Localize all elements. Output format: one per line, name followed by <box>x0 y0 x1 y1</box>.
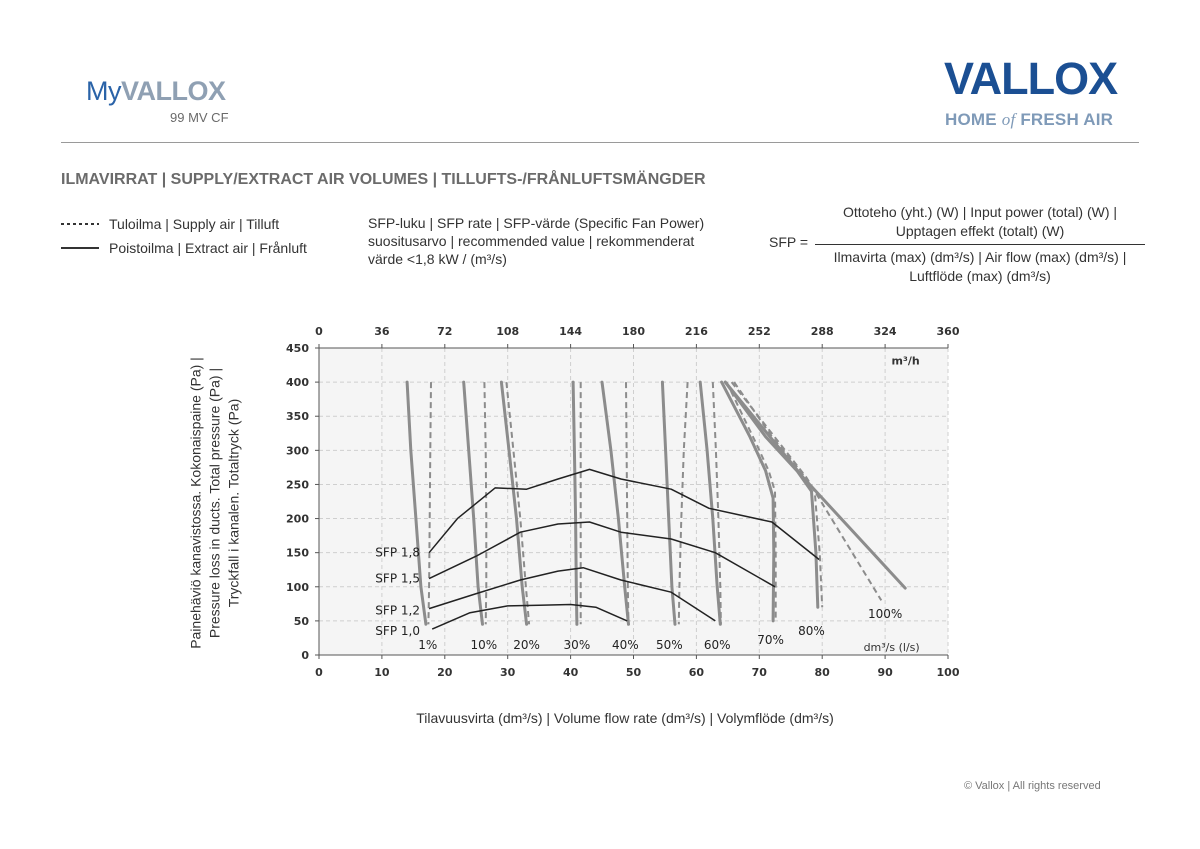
model-name: 99 MV CF <box>170 110 229 125</box>
sfp-note-line2: suositusarvo | recommended value | rekommenderat <box>368 233 695 249</box>
x2-tick-label: 216 <box>684 325 708 338</box>
sfp-label: SFP 1,2 <box>375 603 420 618</box>
x2-tick-label: 108 <box>496 325 520 338</box>
x-tick-label: 90 <box>877 666 893 679</box>
tagline-home: HOME <box>945 110 997 129</box>
x-tick-label: 50 <box>625 666 642 679</box>
x-tick-label: 60 <box>688 666 705 679</box>
tagline-of: of <box>1001 110 1016 129</box>
x2-tick-label: 144 <box>559 325 583 338</box>
fan-speed-label: 60% <box>703 637 731 652</box>
copyright: © Vallox | All rights reserved <box>964 780 1101 792</box>
y-tick-label: 350 <box>286 410 309 424</box>
x2-tick-label: 36 <box>374 325 390 338</box>
legend-extract-label: Poistoilma | Extract air | Frånluft <box>109 240 307 256</box>
formula-num-line1: Ottoteho (yht.) (W) | Input power (total) (W) | <box>842 204 1118 220</box>
formula-den-line2: Luftflöde (max) (dm³/s) <box>909 268 1051 284</box>
x2-tick-label: 360 <box>936 325 960 338</box>
y-tick-label: 250 <box>286 478 309 492</box>
x2-tick-label: 324 <box>873 325 897 338</box>
fan-speed-label: 20% <box>513 637 540 652</box>
x-unit-label: dm³/s (l/s) <box>863 640 920 654</box>
y-axis-title-line1: Painehäviö kanavistossa. Kokonaispaine (Pa) | <box>187 357 204 649</box>
x-tick-label: 40 <box>562 666 579 679</box>
x-tick-label: 30 <box>500 666 516 679</box>
y-tick-label: 450 <box>286 342 309 355</box>
fan-speed-label: 30% <box>563 637 591 652</box>
y-axis-title-line3: Tryckfall i kanalen. Totaltryck (Pa) <box>225 398 242 608</box>
sfp-label: SFP 1,5 <box>375 571 420 586</box>
formula-num-line2: Upptagen effekt (totalt) (W) <box>895 223 1065 239</box>
fan-speed-label: 50% <box>656 637 683 652</box>
x2-tick-label: 180 <box>622 325 645 338</box>
fan-speed-label: 40% <box>611 637 639 652</box>
y-tick-label: 150 <box>286 546 309 560</box>
x-tick-label: 100 <box>936 666 960 679</box>
y-tick-label: 0 <box>301 649 309 662</box>
y-tick-label: 100 <box>286 580 309 594</box>
x-tick-label: 20 <box>437 666 453 679</box>
x2-tick-label: 0 <box>315 325 323 338</box>
y-tick-label: 400 <box>286 376 309 390</box>
x2-tick-label: 72 <box>437 325 453 338</box>
y-axis-title-line2: Pressure loss in ducts. Total pressure (Pa) | <box>206 367 223 639</box>
formula-den-line1: Ilmavirta (max) (dm³/s) | Air flow (max) (dm³/s) | <box>833 249 1127 265</box>
sfp-label: SFP 1,8 <box>375 545 420 560</box>
sfp-note-line3: värde <1,8 kW / (m³/s) <box>368 251 507 267</box>
y-tick-label: 200 <box>286 512 309 526</box>
x2-unit-label: m³/h <box>891 354 920 368</box>
y-axis-title <box>187 357 244 649</box>
vallox-logo: VALLOX <box>944 53 1118 104</box>
x-tick-label: 70 <box>751 666 767 679</box>
fan-speed-label: 80% <box>798 624 825 639</box>
x2-tick-label: 252 <box>747 325 771 338</box>
x-tick-label: 10 <box>374 666 390 679</box>
fan-speed-label: 100% <box>867 607 903 622</box>
x-tick-label: 80 <box>814 666 830 679</box>
legend-supply-label: Tuloilma | Supply air | Tilluft <box>109 216 280 232</box>
brand-name: VALLOX <box>121 76 226 106</box>
x-axis-title: Tilavuusvirta (dm³/s) | Volume flow rate (dm³/s) | Volymflöde (dm³/s) <box>416 710 834 726</box>
x-tick-label: 0 <box>315 666 323 679</box>
sfp-formula-label: SFP = <box>769 234 809 250</box>
page-title: ILMAVIRRAT | SUPPLY/EXTRACT AIR VOLUMES | TILLUFTS-/FRÅNLUFTSMÄNGDER <box>61 171 706 188</box>
sfp-note-line1: SFP-luku | SFP rate | SFP-värde (Specific Fan Power) <box>368 215 705 231</box>
y-tick-label: 50 <box>293 614 309 628</box>
sfp-label: SFP 1,0 <box>375 624 420 639</box>
fan-speed-label: 1% <box>418 637 438 652</box>
x2-tick-label: 288 <box>810 325 834 338</box>
brand-prefix: My <box>86 76 121 106</box>
fan-speed-label: 70% <box>757 632 784 647</box>
tagline-fresh-air: FRESH AIR <box>1020 110 1114 129</box>
fan-speed-label: 10% <box>470 637 498 652</box>
y-tick-label: 300 <box>286 444 309 458</box>
